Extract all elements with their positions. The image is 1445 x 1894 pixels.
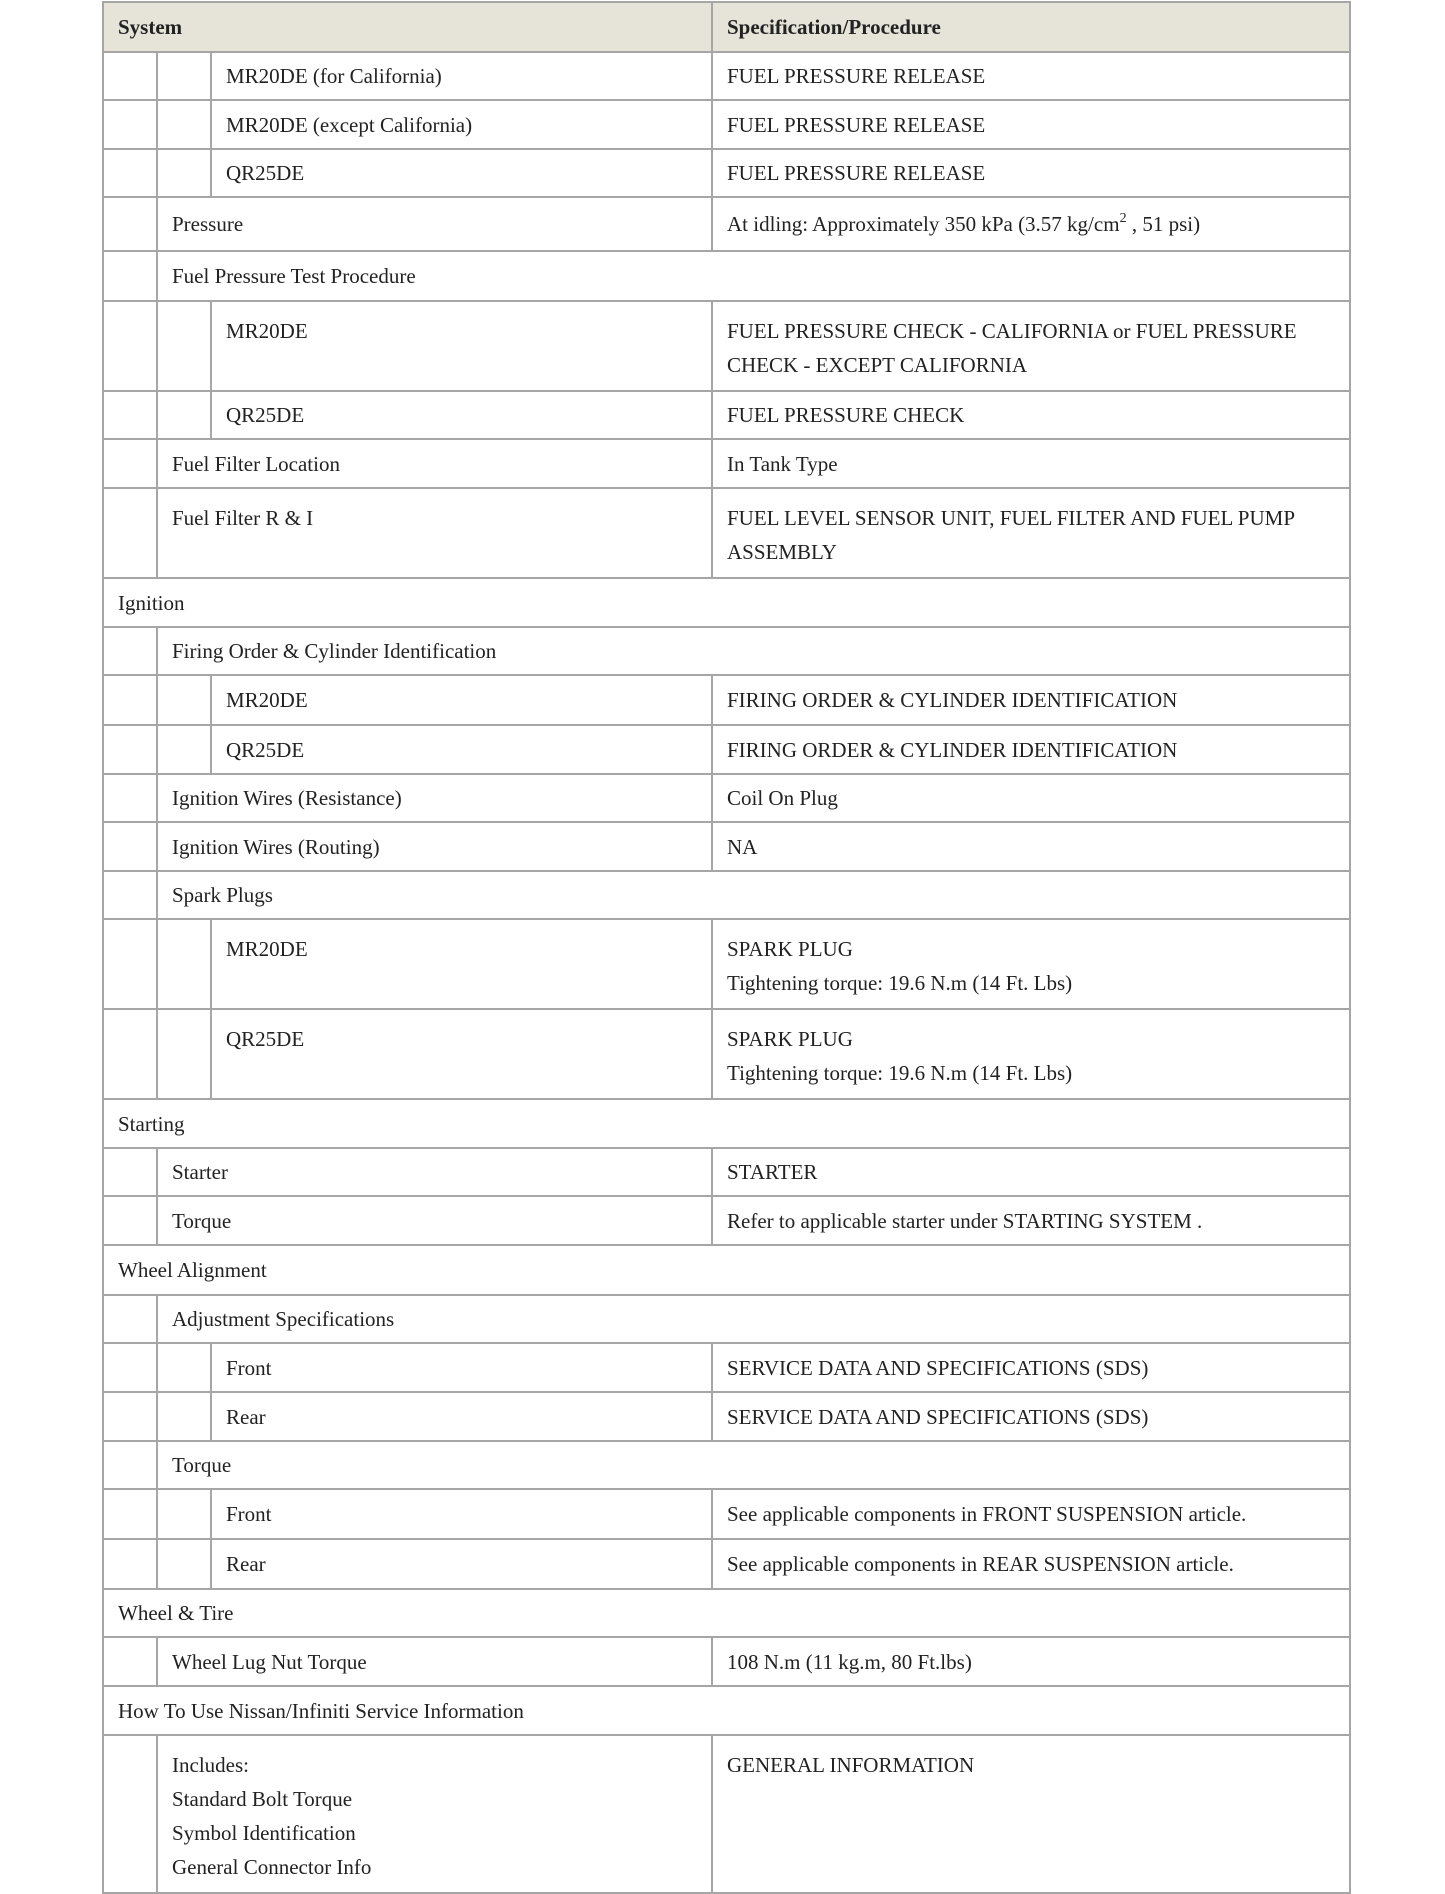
row-label: Wheel Lug Nut Torque <box>157 1637 712 1686</box>
row-label: Starter <box>157 1148 712 1196</box>
subsection-heading: Torque <box>157 1441 1350 1489</box>
indent-cell <box>103 439 157 488</box>
indent-cell <box>103 488 157 578</box>
indent-cell <box>103 627 157 675</box>
includes-line: Symbol Identification <box>172 1821 356 1845</box>
section-heading-how-to-use: How To Use Nissan/Infiniti Service Information <box>103 1686 1350 1735</box>
row-value: Refer to applicable starter under STARTING SYSTEM . <box>712 1196 1350 1245</box>
table-row <box>103 1295 1350 1343</box>
table-row <box>103 627 1350 675</box>
value-line: Tightening torque: 19.6 N.m (14 Ft. Lbs) <box>727 1061 1073 1085</box>
table-row <box>103 391 1350 439</box>
row-value <box>712 1009 1350 1099</box>
section-row <box>103 1099 1350 1148</box>
indent-cell <box>103 1489 157 1539</box>
table-row <box>103 149 1350 197</box>
indent-cell <box>103 1637 157 1686</box>
indent-cell <box>103 197 157 251</box>
row-label: MR20DE <box>211 301 712 391</box>
indent-cell <box>157 100 211 149</box>
indent-cell <box>103 1735 157 1893</box>
indent-cell <box>103 1196 157 1245</box>
indent-cell <box>103 774 157 822</box>
indent-cell <box>103 675 157 725</box>
indent-cell <box>157 1539 211 1589</box>
row-value: FUEL PRESSURE RELEASE <box>712 149 1350 197</box>
row-value: In Tank Type <box>712 439 1350 488</box>
indent-cell <box>157 725 211 774</box>
pressure-value-suffix: , 51 psi) <box>1126 212 1201 236</box>
row-label: QR25DE <box>211 391 712 439</box>
includes-line: Standard Bolt Torque <box>172 1787 353 1811</box>
table-row <box>103 439 1350 488</box>
indent-cell <box>103 149 157 197</box>
row-label: QR25DE <box>211 725 712 774</box>
row-label: MR20DE (for California) <box>211 52 712 100</box>
row-label: Front <box>211 1343 712 1392</box>
section-heading-ignition: Ignition <box>103 578 1350 627</box>
table-row <box>103 822 1350 871</box>
row-label: MR20DE (except California) <box>211 100 712 149</box>
section-heading-wheel-tire: Wheel & Tire <box>103 1589 1350 1637</box>
table-row <box>103 1196 1350 1245</box>
row-label: Ignition Wires (Resistance) <box>157 774 712 822</box>
header-system: System <box>103 2 712 52</box>
row-label: QR25DE <box>211 1009 712 1099</box>
row-label: Rear <box>211 1539 712 1589</box>
indent-cell <box>103 301 157 391</box>
table-row <box>103 52 1350 100</box>
indent-cell <box>103 822 157 871</box>
indent-cell <box>157 1489 211 1539</box>
row-value: FIRING ORDER & CYLINDER IDENTIFICATION <box>712 725 1350 774</box>
section-row <box>103 1589 1350 1637</box>
indent-cell <box>103 1009 157 1099</box>
indent-cell <box>157 1392 211 1441</box>
table-row <box>103 100 1350 149</box>
subsection-heading: Adjustment Specifications <box>157 1295 1350 1343</box>
table-row <box>103 488 1350 578</box>
row-label: MR20DE <box>211 919 712 1009</box>
pressure-value <box>712 197 1350 251</box>
table-row <box>103 1009 1350 1099</box>
row-value: FUEL LEVEL SENSOR UNIT, FUEL FILTER AND FUEL PUMP ASSEMBLY <box>712 488 1350 578</box>
table-header-row <box>103 2 1350 52</box>
indent-cell <box>103 1539 157 1589</box>
row-label: Pressure <box>157 197 712 251</box>
row-value: FUEL PRESSURE CHECK <box>712 391 1350 439</box>
table-row <box>103 1637 1350 1686</box>
indent-cell <box>103 871 157 919</box>
indent-cell <box>103 1441 157 1489</box>
row-label: Fuel Filter R & I <box>157 488 712 578</box>
row-value: FUEL PRESSURE CHECK - CALIFORNIA or FUEL PRESSURE CHECK - EXCEPT CALIFORNIA <box>712 301 1350 391</box>
table-row <box>103 871 1350 919</box>
indent-cell <box>157 391 211 439</box>
pressure-value-superscript: 2 <box>1119 211 1127 226</box>
includes-line: Includes: <box>172 1753 249 1777</box>
value-line: SPARK PLUG <box>727 937 853 961</box>
row-label: MR20DE <box>211 675 712 725</box>
table-row <box>103 1441 1350 1489</box>
table-row <box>103 1148 1350 1196</box>
table-row <box>103 675 1350 725</box>
indent-cell <box>103 100 157 149</box>
subsection-heading: Firing Order & Cylinder Identification <box>157 627 1350 675</box>
row-label: Rear <box>211 1392 712 1441</box>
row-value: See applicable components in REAR SUSPENSION article. <box>712 1539 1350 1589</box>
table-row <box>103 1343 1350 1392</box>
specification-table <box>102 1 1351 1894</box>
indent-cell <box>103 391 157 439</box>
table-row <box>103 1539 1350 1589</box>
indent-cell <box>103 52 157 100</box>
pressure-value-prefix: At idling: Approximately 350 kPa (3.57 kg/cm <box>727 212 1120 236</box>
subsection-heading: Spark Plugs <box>157 871 1350 919</box>
indent-cell <box>157 1009 211 1099</box>
indent-cell <box>103 1148 157 1196</box>
row-value: SERVICE DATA AND SPECIFICATIONS (SDS) <box>712 1343 1350 1392</box>
row-value: See applicable components in FRONT SUSPENSION article. <box>712 1489 1350 1539</box>
row-label: Torque <box>157 1196 712 1245</box>
row-label: QR25DE <box>211 149 712 197</box>
indent-cell <box>103 919 157 1009</box>
value-line: Tightening torque: 19.6 N.m (14 Ft. Lbs) <box>727 971 1073 995</box>
table-row <box>103 1392 1350 1441</box>
row-label: Fuel Filter Location <box>157 439 712 488</box>
table-row <box>103 774 1350 822</box>
section-heading-wheel-alignment: Wheel Alignment <box>103 1245 1350 1295</box>
indent-cell <box>103 1295 157 1343</box>
row-value: FUEL PRESSURE RELEASE <box>712 52 1350 100</box>
row-label: Front <box>211 1489 712 1539</box>
indent-cell <box>157 301 211 391</box>
indent-cell <box>103 1343 157 1392</box>
row-value: FUEL PRESSURE RELEASE <box>712 100 1350 149</box>
row-value: GENERAL INFORMATION <box>712 1735 1350 1893</box>
row-value <box>712 919 1350 1009</box>
row-value: NA <box>712 822 1350 871</box>
includes-line: General Connector Info <box>172 1855 372 1879</box>
indent-cell <box>157 675 211 725</box>
section-row <box>103 578 1350 627</box>
row-label: Ignition Wires (Routing) <box>157 822 712 871</box>
table-row <box>103 1735 1350 1893</box>
row-value: SERVICE DATA AND SPECIFICATIONS (SDS) <box>712 1392 1350 1441</box>
section-row <box>103 1686 1350 1735</box>
row-value: Coil On Plug <box>712 774 1350 822</box>
header-specification: Specification/Procedure <box>712 2 1350 52</box>
table-row <box>103 1489 1350 1539</box>
section-row <box>103 1245 1350 1295</box>
indent-cell <box>157 919 211 1009</box>
indent-cell <box>103 1392 157 1441</box>
subsection-heading: Fuel Pressure Test Procedure <box>157 251 1350 301</box>
table-row <box>103 197 1350 251</box>
indent-cell <box>157 1343 211 1392</box>
indent-cell <box>157 52 211 100</box>
indent-cell <box>157 149 211 197</box>
table-row <box>103 725 1350 774</box>
includes-label <box>157 1735 712 1893</box>
indent-cell <box>103 251 157 301</box>
section-heading-starting: Starting <box>103 1099 1350 1148</box>
table-row <box>103 919 1350 1009</box>
table-row <box>103 301 1350 391</box>
row-value: 108 N.m (11 kg.m, 80 Ft.lbs) <box>712 1637 1350 1686</box>
row-value: STARTER <box>712 1148 1350 1196</box>
value-line: SPARK PLUG <box>727 1027 853 1051</box>
table-row <box>103 251 1350 301</box>
row-value: FIRING ORDER & CYLINDER IDENTIFICATION <box>712 675 1350 725</box>
indent-cell <box>103 725 157 774</box>
